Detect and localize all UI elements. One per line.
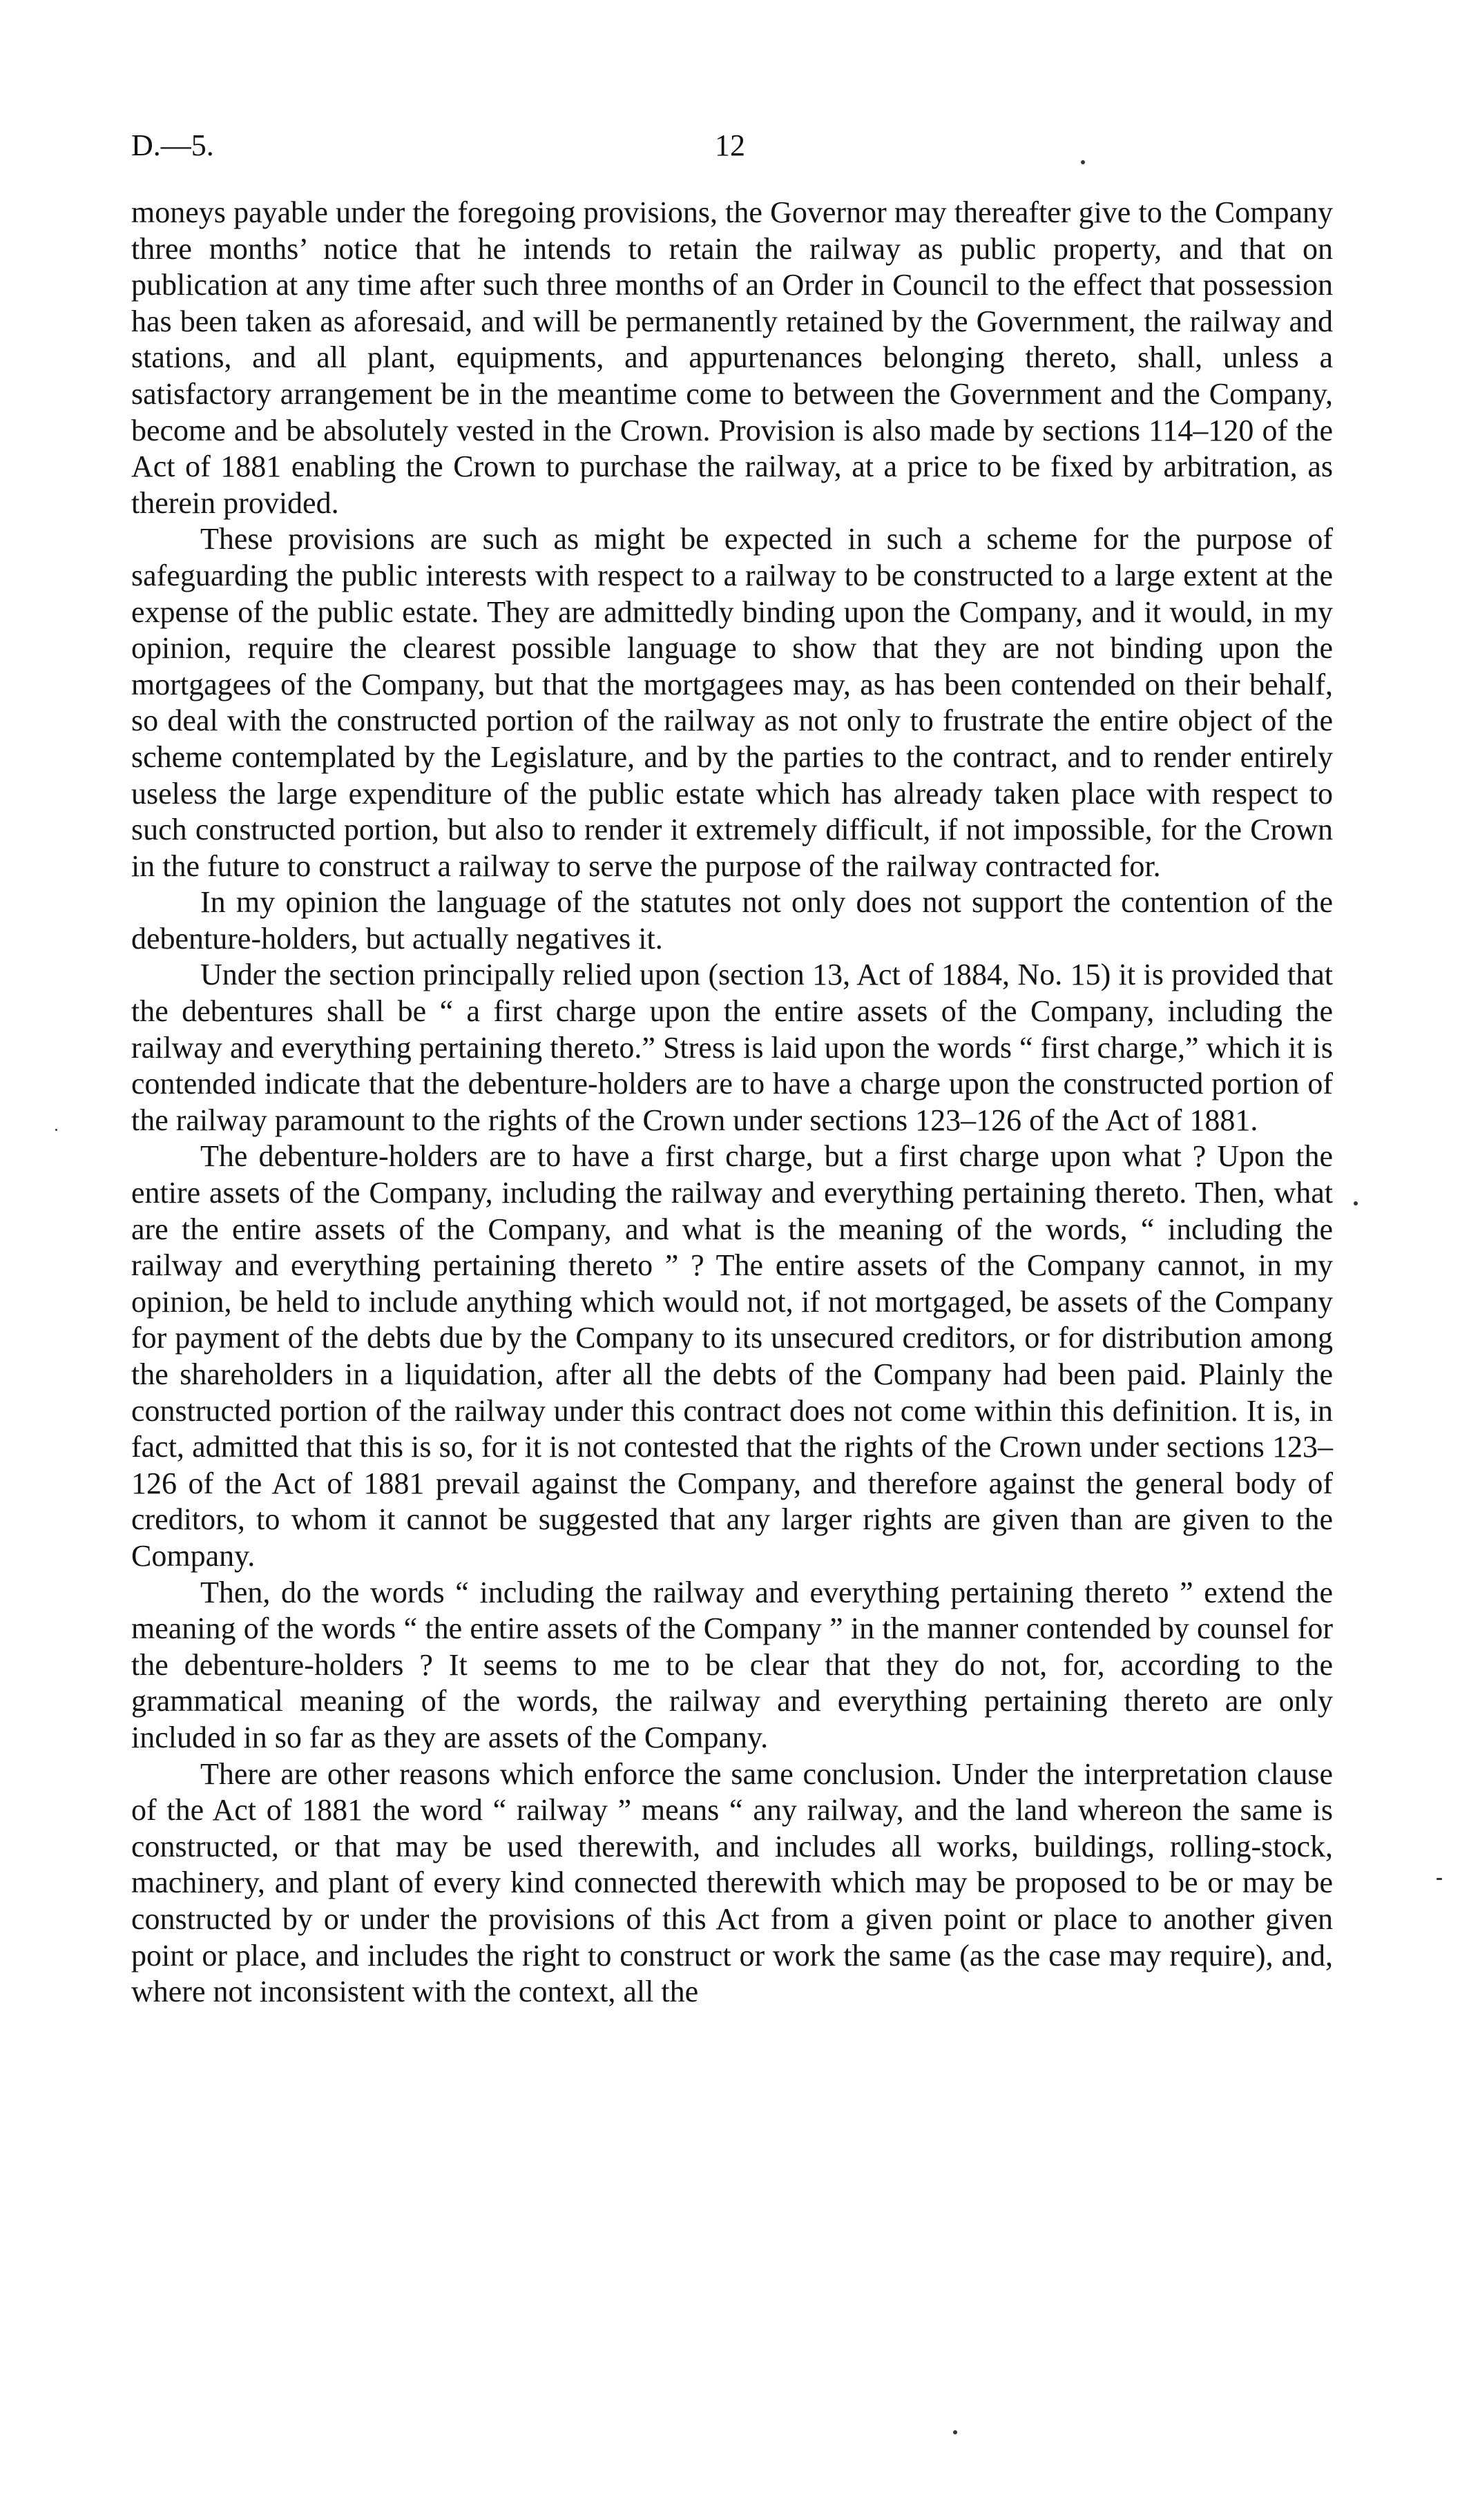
scan-speck: [1354, 1201, 1358, 1205]
page-number: 12: [715, 128, 745, 162]
paragraph-6: Then, do the words “ including the railway and everything pertaining thereto ” extend the meaning of the words “ the entire assets of the Company ” in the manner contended by counsel for the debenture-holders ? It seems to me to be clear that they do not, for, according to the grammatical meaning of the words, the railway and everything pertaining thereto are only included in so far as they are assets of the Company.: [131, 1575, 1333, 1754]
paragraph-2: These provisions are such as might be expected in such a scheme for the purpose of safeguarding the public interests with respect to a railway to be constructed to a large extent at the expense of the public estate. They are admittedly binding upon the Company, and it would, in my opinion, require the clearest possible language to show that they are not binding upon the mortgagees of the Company, but that the mortgagees may, as has been contended on their behalf, so deal with the constructed portion of the railway as not only to frustrate the entire object of the scheme contemplated by the Legislature, and by the parties to the contract, and to render entirely useless the large expenditure of the public estate which has already taken place with respect to such constructed portion, but also to render it extremely difficult, if not impossible, for the Crown in the future to construct a railway to serve the purpose of the railway contracted for.: [131, 522, 1333, 883]
body-text: [131, 195, 1333, 2010]
document-reference: D.—5.: [131, 128, 214, 162]
paragraph-7: There are other reasons which enforce the same conclusion. Under the interpretation clause of the Act of 1881 the word “ railway ” means “ any railway, and the land whereon the same is constructed, or that may be used therewith, and includes all works, buildings, rolling-stock, machinery, and plant of every kind connected therewith which may be proposed to be or may be constructed by or under the provisions of this Act from a given point or place to another given point or place, and includes the right to construct or work the same (as the case may require), and, where not inconsistent with the context, all the: [131, 1756, 1333, 2009]
paragraph-3: In my opinion the language of the statutes not only does not support the contention of the debenture-holders, but actually negatives it.: [131, 885, 1333, 956]
paragraph-4: Under the section principally relied upon (section 13, Act of 1884, No. 15) it is provided that the debentures shall be “ a first charge upon the entire assets of the Company, including the railway and everything pertaining thereto.” Stress is laid upon the words “ first charge,” which it is contended indicate that the debenture-holders are to have a charge upon the constructed portion of the railway paramount to the rights of the Crown under sections 123–126 of the Act of 1881.: [131, 958, 1333, 1137]
paragraph-5: The debenture-holders are to have a first charge, but a first charge upon what ? Upon the entire assets of the Company, including the railway and everything pertaining thereto. Then, what are the entire assets of the Company, and what is the meaning of the words, “ including the railway and everything pertaining thereto ” ? The entire assets of the Company cannot, in my opinion, be held to include anything which would not, if not mortgaged, be assets of the Company for payment of the debts due by the Company to its unsecured creditors, or for distribution among the shareholders in a liquidation, after all the debts of the Company had been paid. Plainly the constructed portion of the railway under this contract does not come within this definition. It is, in fact, admitted that this is so, for it is not contested that the rights of the Crown under sections 123–126 of the Act of 1881 prevail against the Company, and therefore against the general body of creditors, to whom it cannot be suggested that any larger rights are given than are given to the Company.: [131, 1139, 1333, 1573]
paragraph-1: moneys payable under the foregoing provisions, the Governor may thereafter give to the Company three months’ notice that he intends to retain the railway as public property, and that on publication at any time after such three months of an Order in Council to the effect that possession has been taken as aforesaid, and will be permanently retained by the Government, the railway and stations, and all plant, equipments, and appurtenances belonging thereto, shall, unless a satisfactory arrangement be in the meantime come to between the Government and the Company, become and be absolutely vested in the Crown. Provision is also made by sections 114–120 of the Act of 1881 enabling the Crown to purchase the railway, at a price to be fixed by arbitration, as therein provided.: [131, 195, 1333, 520]
scan-speck: [1437, 1878, 1442, 1880]
page-header: [131, 128, 1329, 169]
scan-speck: [55, 1129, 57, 1131]
scan-speck: [953, 2430, 957, 2434]
scan-speck: [1081, 160, 1085, 164]
